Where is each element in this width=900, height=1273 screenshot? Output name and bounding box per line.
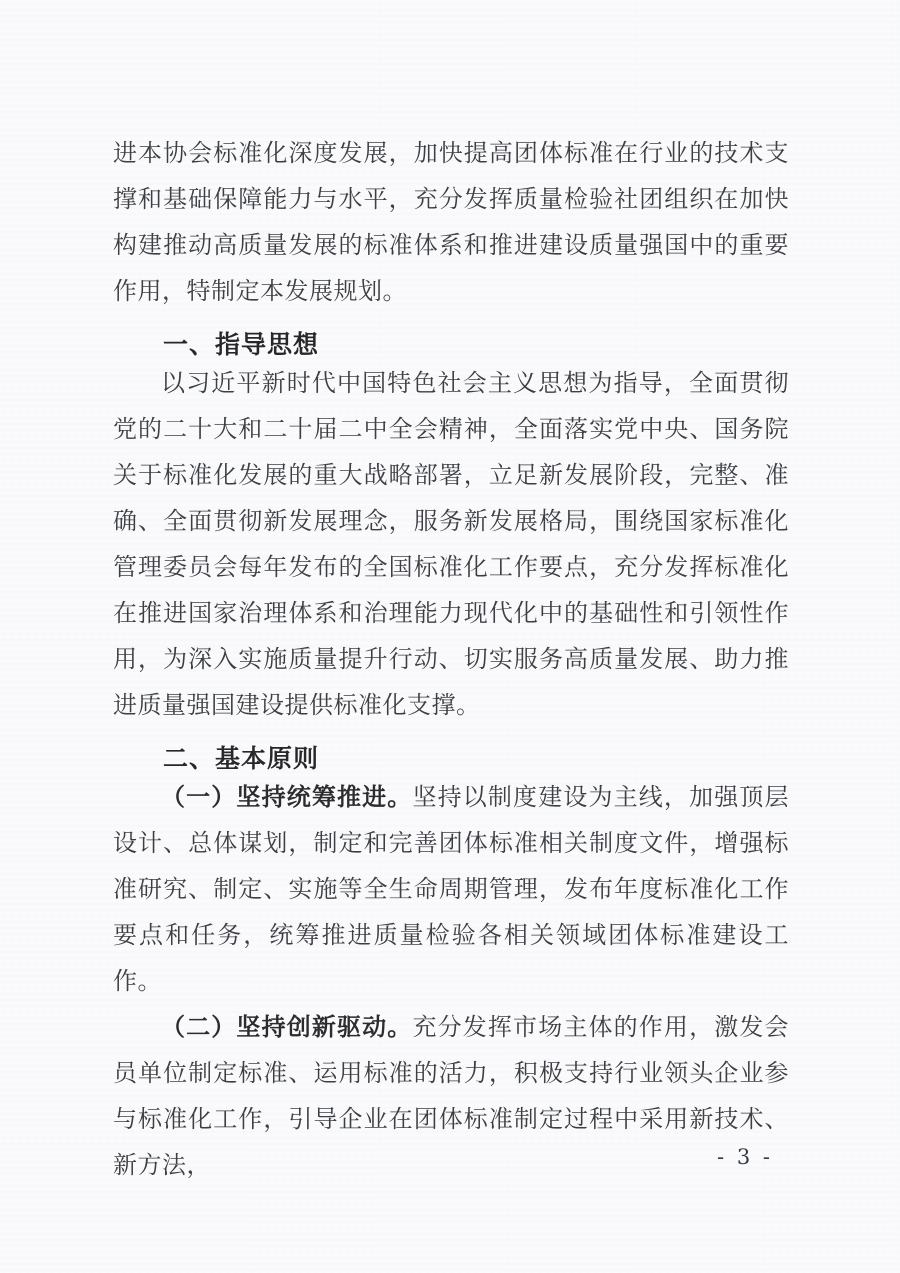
section-1-paragraph: 以习近平新时代中国特色社会主义思想为指导，全面贯彻党的二十大和二十届二中全会精神，全面落实党中央、国务院关于标准化发展的重大战略部署，立足新发展阶段，完整、准确、全面贯彻新发展理念，服务新发展格局，围绕国家标准化管理委员会每年发布的全国标准化工作要点，充分发挥标准化在推进国家治理体系和治理能力现代化中的基础性和引领性作用，为深入实施质量提升行动、切实服务高质量发展、助力推进质量强国建设提供标准化支撑。 bbox=[113, 371, 789, 719]
principle-2-lead: （二）坚持创新驱动。 bbox=[161, 1015, 413, 1041]
section-2-heading: 二、基本原则 bbox=[163, 745, 320, 773]
principle-1-text: 坚持以制度建设为主线，加强顶层设计、总体谋划，制定和完善团体标准相关制度文件，增强标准研究、制定、实施等全生命周期管理，发布年度标准化工作要点和任务，统筹推进质量检验各相关领域团体标准建设工作。 bbox=[113, 785, 790, 995]
document-body bbox=[113, 131, 789, 1189]
principle-1-lead: （一）坚持统筹推进。 bbox=[161, 785, 413, 811]
page-number: - 3 - bbox=[717, 1145, 773, 1169]
section-1-heading: 一、指导思想 bbox=[163, 331, 320, 359]
principle-2-text: 充分发挥市场主体的作用，激发会员单位制定标准、运用标准的活力，积极支持行业领头企业参与标准化工作，引导企业在团体标准制定过程中采用新技术、新方法， bbox=[113, 1015, 790, 1179]
principle-item-2 bbox=[113, 1005, 789, 1189]
principle-item-1 bbox=[113, 775, 789, 1005]
paragraph-continued: 进本协会标准化深度发展，加快提高团体标准在行业的技术支撑和基础保障能力与水平，充分发挥质量检验社团组织在加快构建推动高质量发展的标准体系和推进建设质量强国中的重要作用，特制定本发展规划。 bbox=[113, 141, 789, 305]
